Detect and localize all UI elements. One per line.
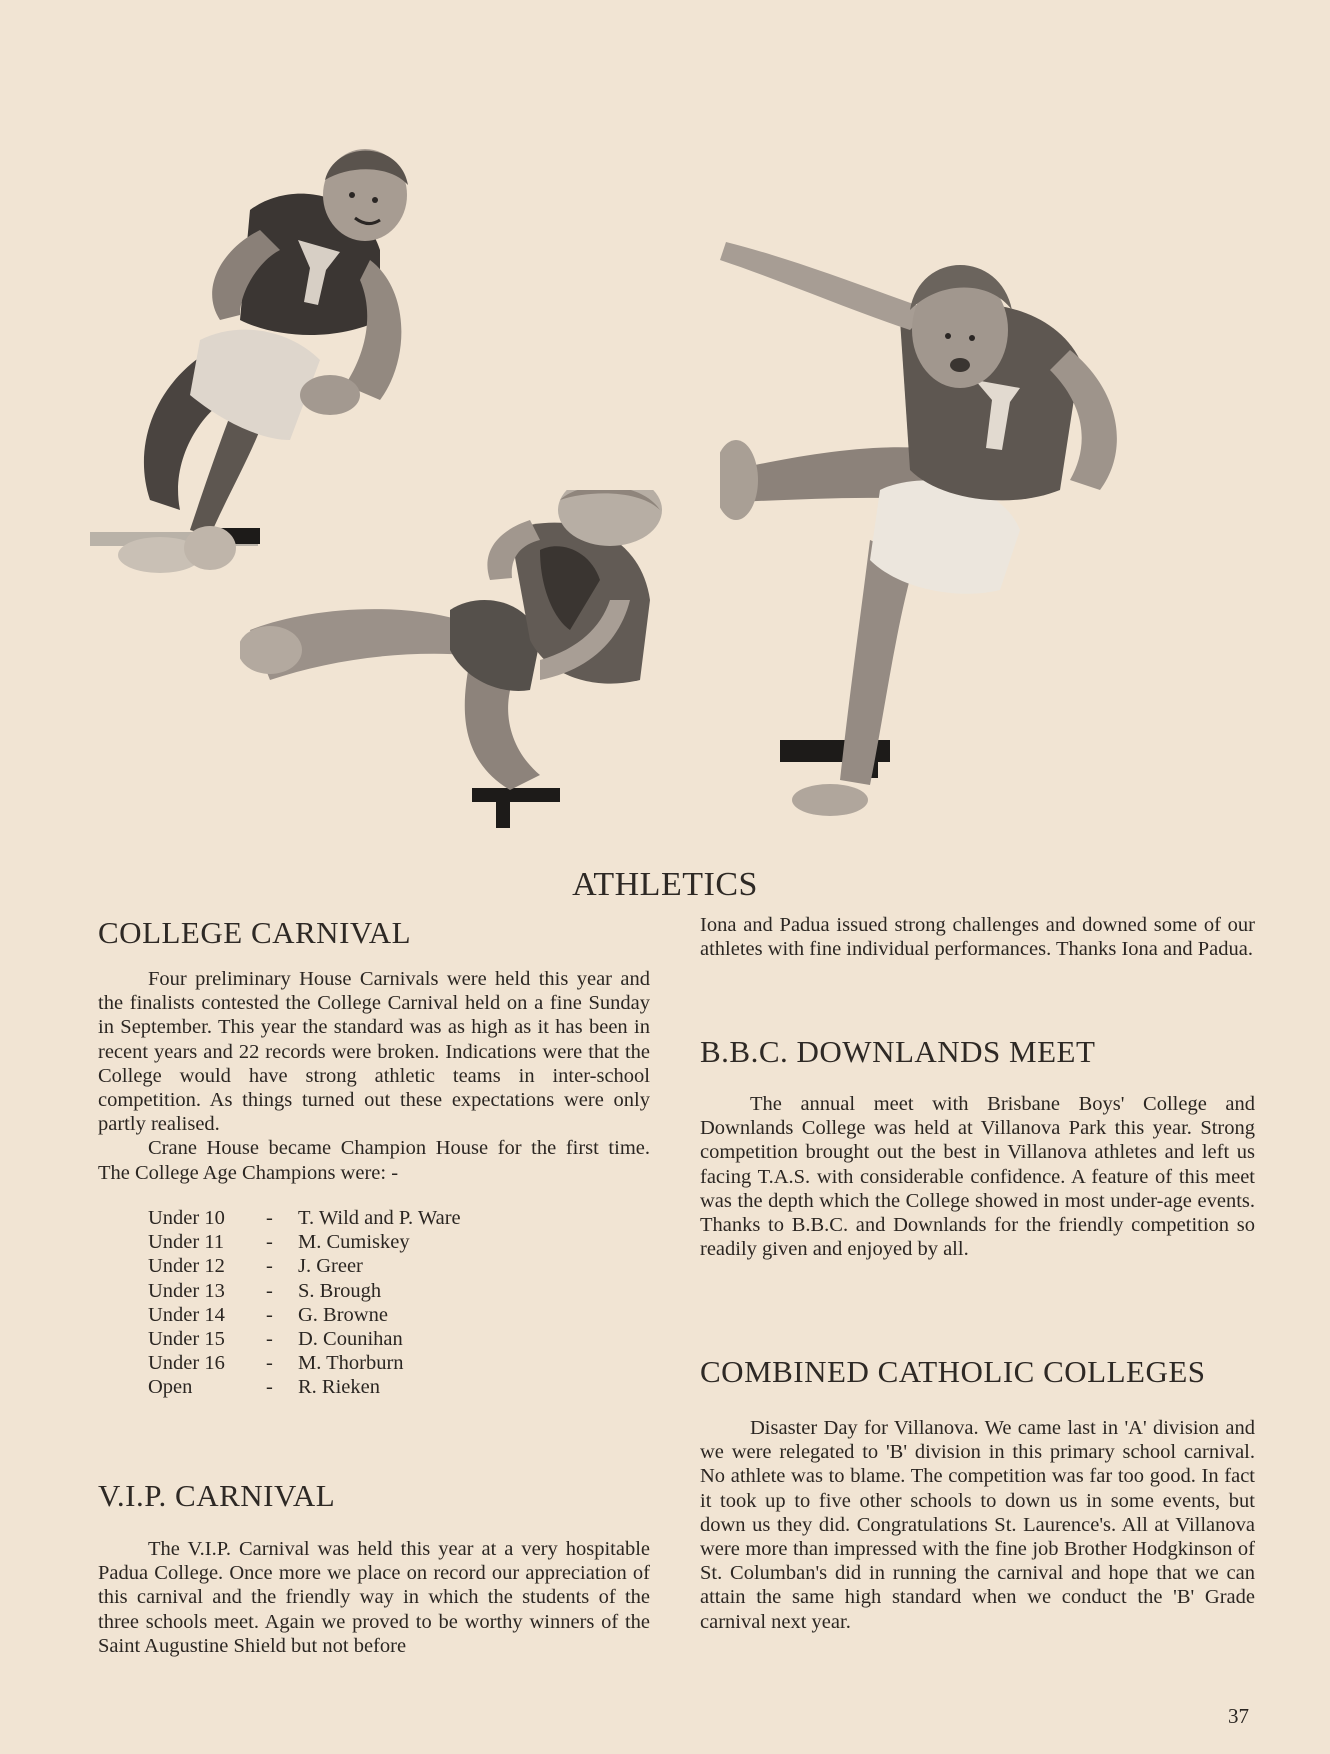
age-group: Under 13	[148, 1279, 225, 1302]
age-champions-list	[148, 1206, 461, 1400]
dash: -	[266, 1328, 273, 1351]
vip-carnival-title: V.I.P. CARNIVAL	[98, 1478, 336, 1513]
champion-name: D. Counihan	[298, 1328, 403, 1351]
list-item	[148, 1303, 461, 1327]
list-item	[148, 1230, 461, 1254]
dash: -	[266, 1303, 273, 1326]
age-group: Under 12	[148, 1255, 225, 1278]
bbc-downlands-title: B.B.C. DOWNLANDS MEET	[700, 1034, 1096, 1069]
vip-carnival-continuation	[700, 913, 1255, 961]
champion-name: M. Cumiskey	[298, 1231, 410, 1254]
photo-athlete-3	[720, 240, 1260, 830]
combined-catholic-body	[700, 1416, 1255, 1634]
list-item	[148, 1206, 461, 1230]
combined-catholic-paragraph: Disaster Day for Villanova. We came last in 'A' division and we were relegated to 'B' division in this primary school carnival. No athlete was to blame. The competition was far too good. In fact it took up to five other schools to down us in some events, but down us they did. Congratulations St. Laurence's. All at Villanova were more than impressed with the fine job Brother Hodgkinson of St. Columban's did in running the carnival and hope that we can attain the same high standard when we conduct the 'B' Grade carnival next year.	[700, 1417, 1255, 1633]
age-group: Under 11	[148, 1231, 225, 1254]
bbc-downlands-paragraph: The annual meet with Brisbane Boys' College and Downlands College was held at Villanova Park this year. Strong competition brought out the best in Villanova athletes and left us facing T.A.S. with considerable confidence. A feature of this meet was the depth which the College showed in most under-age events. Thanks to B.B.C. and Downlands for the friendly competition so readily given and enjoyed by all.	[700, 1093, 1255, 1261]
champion-name: S. Brough	[298, 1279, 382, 1302]
continuation-paragraph: Iona and Padua issued strong challenges and downed some of our athletes with fine individual performances. Thanks Iona and Padua.	[700, 914, 1255, 961]
vip-carnival-paragraph: The V.I.P. Carnival was held this year at a very hospitable Padua College. Once more we place on record our appreciation of this carnival and the friendly way in which the students of the three schools meet. Again we proved to be worthy winners of the Saint Augustine Shield but not before	[98, 1538, 650, 1657]
champion-name: G. Browne	[298, 1303, 388, 1326]
age-group: Under 15	[148, 1328, 225, 1351]
list-item	[148, 1375, 461, 1399]
champion-name: T. Wild and P. Ware	[298, 1207, 461, 1229]
bbc-downlands-body	[700, 1092, 1255, 1261]
list-item	[148, 1279, 461, 1303]
page-number: 37	[1228, 1704, 1249, 1728]
dash: -	[266, 1255, 273, 1278]
combined-catholic-title: COMBINED CATHOLIC COLLEGES	[700, 1354, 1206, 1389]
college-carnival-body	[98, 967, 650, 1185]
age-group: Under 10	[148, 1207, 225, 1229]
champion-name: R. Rieken	[298, 1376, 380, 1399]
champion-name: J. Greer	[298, 1255, 363, 1278]
college-carnival-paragraph-1: Four preliminary House Carnivals were held this year and the finalists contested the College Carnival held on a fine Sunday in September. This year the standard was as high as it has been in recent years and 22 records were broken. Indications were that the College would have strong athletic teams in inter-school competition. As things turned out these expectations were only partly realised.	[98, 968, 650, 1136]
vip-carnival-body	[98, 1537, 650, 1658]
dash: -	[266, 1376, 273, 1399]
age-group: Open	[148, 1376, 193, 1399]
age-group: Under 16	[148, 1352, 225, 1375]
dash: -	[266, 1279, 273, 1302]
champion-name: M. Thorburn	[298, 1352, 404, 1375]
college-carnival-paragraph-2: Crane House became Champion House for the first time. The College Age Champions were: -	[98, 1137, 650, 1184]
list-item	[148, 1351, 461, 1375]
dash: -	[266, 1207, 273, 1229]
page-title: ATHLETICS	[572, 866, 758, 903]
list-item	[148, 1254, 461, 1278]
photo-athlete-2	[240, 490, 740, 830]
dash: -	[266, 1231, 273, 1254]
dash: -	[266, 1352, 273, 1375]
age-group: Under 14	[148, 1303, 225, 1326]
college-carnival-title: COLLEGE CARNIVAL	[98, 915, 412, 950]
list-item	[148, 1327, 461, 1351]
